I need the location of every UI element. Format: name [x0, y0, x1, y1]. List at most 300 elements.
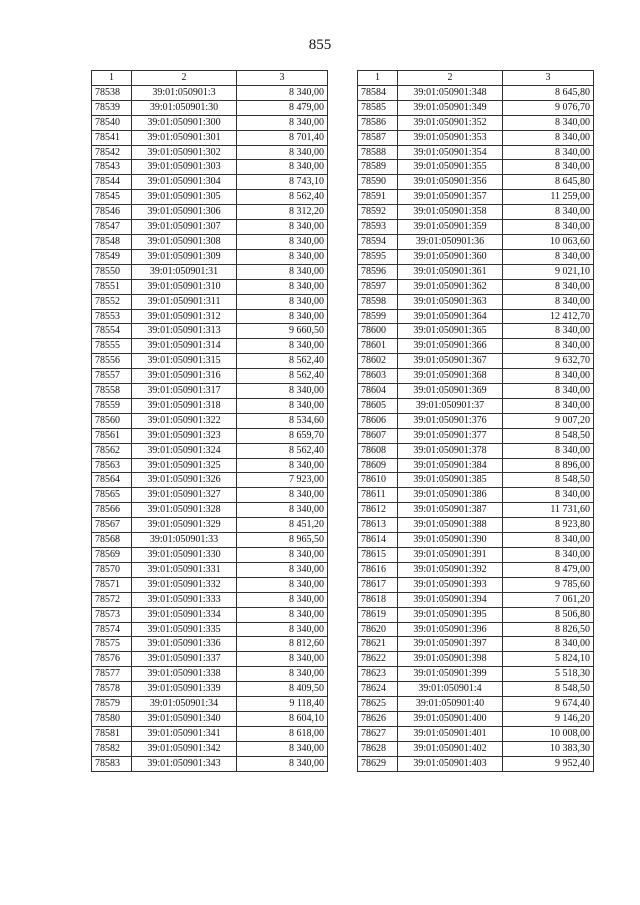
cadastral-number-cell: 39:01:050901:401	[398, 726, 503, 741]
right-table	[357, 70, 594, 772]
value-cell: 8 659,70	[237, 428, 328, 443]
table-row	[92, 100, 328, 115]
table-row	[358, 339, 594, 354]
cadastral-number-cell: 39:01:050901:3	[132, 85, 237, 100]
value-cell: 8 340,00	[237, 756, 328, 771]
table-row	[92, 220, 328, 235]
table-row	[358, 145, 594, 160]
row-number-cell: 78592	[358, 205, 398, 220]
table-row	[358, 503, 594, 518]
row-number-cell: 78616	[358, 562, 398, 577]
value-cell: 8 340,00	[503, 220, 594, 235]
table-row	[358, 324, 594, 339]
column-header: 2	[398, 71, 503, 86]
row-number-cell: 78595	[358, 249, 398, 264]
table-row	[358, 741, 594, 756]
value-cell: 5 824,10	[503, 652, 594, 667]
cadastral-number-cell: 39:01:050901:343	[132, 756, 237, 771]
row-number-cell: 78554	[92, 324, 132, 339]
value-cell: 8 340,00	[237, 160, 328, 175]
value-cell: 8 701,40	[237, 130, 328, 145]
cadastral-number-cell: 39:01:050901:376	[398, 413, 503, 428]
row-number-cell: 78545	[92, 190, 132, 205]
table-row	[92, 413, 328, 428]
table-row	[92, 697, 328, 712]
row-number-cell: 78552	[92, 294, 132, 309]
row-number-cell: 78547	[92, 220, 132, 235]
cadastral-number-cell: 39:01:050901:386	[398, 488, 503, 503]
table-row	[358, 473, 594, 488]
table-row	[92, 145, 328, 160]
cadastral-number-cell: 39:01:050901:394	[398, 592, 503, 607]
value-cell: 8 340,00	[503, 279, 594, 294]
row-number-cell: 78541	[92, 130, 132, 145]
cadastral-number-cell: 39:01:050901:349	[398, 100, 503, 115]
row-number-cell: 78612	[358, 503, 398, 518]
cadastral-number-cell: 39:01:050901:318	[132, 398, 237, 413]
row-number-cell: 78540	[92, 115, 132, 130]
row-number-cell: 78568	[92, 533, 132, 548]
value-cell: 8 340,00	[503, 548, 594, 563]
row-number-cell: 78626	[358, 711, 398, 726]
value-cell: 8 340,00	[237, 548, 328, 563]
header-row	[92, 71, 328, 86]
row-number-cell: 78565	[92, 488, 132, 503]
value-cell: 11 731,60	[503, 503, 594, 518]
value-cell: 8 340,00	[237, 398, 328, 413]
value-cell: 8 562,40	[237, 443, 328, 458]
row-number-cell: 78576	[92, 652, 132, 667]
table-row	[358, 592, 594, 607]
row-number-cell: 78597	[358, 279, 398, 294]
value-cell: 9 076,70	[503, 100, 594, 115]
value-cell: 9 118,40	[237, 697, 328, 712]
table-row	[92, 249, 328, 264]
value-cell: 8 340,00	[237, 279, 328, 294]
table-row	[358, 115, 594, 130]
value-cell: 8 645,80	[503, 175, 594, 190]
row-number-cell: 78601	[358, 339, 398, 354]
value-cell: 8 618,00	[237, 726, 328, 741]
value-cell: 8 409,50	[237, 682, 328, 697]
cadastral-number-cell: 39:01:050901:341	[132, 726, 237, 741]
row-number-cell: 78558	[92, 384, 132, 399]
value-cell: 8 340,00	[503, 637, 594, 652]
row-number-cell: 78620	[358, 622, 398, 637]
table-row	[358, 398, 594, 413]
cadastral-number-cell: 39:01:050901:369	[398, 384, 503, 399]
table-row	[358, 205, 594, 220]
value-cell: 8 340,00	[503, 384, 594, 399]
table-row	[358, 577, 594, 592]
cadastral-number-cell: 39:01:050901:348	[398, 85, 503, 100]
value-cell: 8 340,00	[503, 130, 594, 145]
table-row	[358, 413, 594, 428]
table-row	[358, 264, 594, 279]
cadastral-number-cell: 39:01:050901:311	[132, 294, 237, 309]
cadastral-number-cell: 39:01:050901:315	[132, 354, 237, 369]
cadastral-number-cell: 39:01:050901:329	[132, 518, 237, 533]
value-cell: 8 340,00	[237, 592, 328, 607]
row-number-cell: 78598	[358, 294, 398, 309]
cadastral-number-cell: 39:01:050901:334	[132, 607, 237, 622]
table-row	[92, 503, 328, 518]
row-number-cell: 78581	[92, 726, 132, 741]
cadastral-number-cell: 39:01:050901:399	[398, 667, 503, 682]
table-row	[92, 518, 328, 533]
value-cell: 8 340,00	[237, 577, 328, 592]
cadastral-number-cell: 39:01:050901:402	[398, 741, 503, 756]
table-row	[358, 294, 594, 309]
cadastral-number-cell: 39:01:050901:355	[398, 160, 503, 175]
row-number-cell: 78560	[92, 413, 132, 428]
cadastral-number-cell: 39:01:050901:4	[398, 682, 503, 697]
table-row	[92, 339, 328, 354]
cadastral-number-cell: 39:01:050901:324	[132, 443, 237, 458]
table-row	[92, 682, 328, 697]
row-number-cell: 78611	[358, 488, 398, 503]
table-row	[358, 443, 594, 458]
table-row	[358, 562, 594, 577]
cadastral-number-cell: 39:01:050901:363	[398, 294, 503, 309]
row-number-cell: 78573	[92, 607, 132, 622]
row-number-cell: 78582	[92, 741, 132, 756]
row-number-cell: 78619	[358, 607, 398, 622]
row-number-cell: 78572	[92, 592, 132, 607]
row-number-cell: 78570	[92, 562, 132, 577]
value-cell: 10 383,30	[503, 741, 594, 756]
value-cell: 8 340,00	[237, 503, 328, 518]
cadastral-number-cell: 39:01:050901:400	[398, 711, 503, 726]
row-number-cell: 78539	[92, 100, 132, 115]
cadastral-number-cell: 39:01:050901:385	[398, 473, 503, 488]
table-row	[92, 533, 328, 548]
table-row	[92, 488, 328, 503]
row-number-cell: 78555	[92, 339, 132, 354]
cadastral-number-cell: 39:01:050901:367	[398, 354, 503, 369]
table-row	[358, 100, 594, 115]
table-row	[358, 726, 594, 741]
cadastral-number-cell: 39:01:050901:366	[398, 339, 503, 354]
cadastral-number-cell: 39:01:050901:300	[132, 115, 237, 130]
column-header: 3	[503, 71, 594, 86]
table-row	[92, 428, 328, 443]
table-row	[92, 234, 328, 249]
table-row	[92, 264, 328, 279]
table-row	[358, 697, 594, 712]
cadastral-number-cell: 39:01:050901:302	[132, 145, 237, 160]
value-cell: 8 506,80	[503, 607, 594, 622]
value-cell: 8 340,00	[237, 115, 328, 130]
cadastral-number-cell: 39:01:050901:392	[398, 562, 503, 577]
cadastral-number-cell: 39:01:050901:40	[398, 697, 503, 712]
value-cell: 8 923,80	[503, 518, 594, 533]
value-cell: 8 826,50	[503, 622, 594, 637]
value-cell: 9 674,40	[503, 697, 594, 712]
value-cell: 8 340,00	[237, 622, 328, 637]
value-cell: 10 008,00	[503, 726, 594, 741]
value-cell: 8 340,00	[503, 398, 594, 413]
value-cell: 9 007,20	[503, 413, 594, 428]
row-number-cell: 78629	[358, 756, 398, 771]
table-row	[92, 160, 328, 175]
table-row	[92, 726, 328, 741]
cadastral-number-cell: 39:01:050901:352	[398, 115, 503, 130]
row-number-cell: 78596	[358, 264, 398, 279]
table-row	[358, 667, 594, 682]
cadastral-number-cell: 39:01:050901:338	[132, 667, 237, 682]
row-number-cell: 78625	[358, 697, 398, 712]
value-cell: 7 061,20	[503, 592, 594, 607]
table-row	[358, 622, 594, 637]
table-row	[92, 756, 328, 771]
value-cell: 8 645,80	[503, 85, 594, 100]
value-cell: 12 412,70	[503, 309, 594, 324]
row-number-cell: 78542	[92, 145, 132, 160]
value-cell: 10 063,60	[503, 234, 594, 249]
cadastral-number-cell: 39:01:050901:395	[398, 607, 503, 622]
cadastral-number-cell: 39:01:050901:312	[132, 309, 237, 324]
row-number-cell: 78628	[358, 741, 398, 756]
row-number-cell: 78590	[358, 175, 398, 190]
value-cell: 8 340,00	[503, 115, 594, 130]
cadastral-number-cell: 39:01:050901:317	[132, 384, 237, 399]
row-number-cell: 78546	[92, 205, 132, 220]
value-cell: 9 660,50	[237, 324, 328, 339]
table-row	[92, 384, 328, 399]
row-number-cell: 78614	[358, 533, 398, 548]
table-row	[358, 160, 594, 175]
row-number-cell: 78622	[358, 652, 398, 667]
cadastral-number-cell: 39:01:050901:361	[398, 264, 503, 279]
cadastral-number-cell: 39:01:050901:359	[398, 220, 503, 235]
row-number-cell: 78603	[358, 369, 398, 384]
row-number-cell: 78593	[358, 220, 398, 235]
row-number-cell: 78584	[358, 85, 398, 100]
cadastral-number-cell: 39:01:050901:398	[398, 652, 503, 667]
cadastral-number-cell: 39:01:050901:306	[132, 205, 237, 220]
row-number-cell: 78543	[92, 160, 132, 175]
value-cell: 8 743,10	[237, 175, 328, 190]
row-number-cell: 78607	[358, 428, 398, 443]
value-cell: 8 340,00	[237, 562, 328, 577]
table-row	[92, 294, 328, 309]
cadastral-number-cell: 39:01:050901:342	[132, 741, 237, 756]
row-number-cell: 78567	[92, 518, 132, 533]
value-cell: 8 548,50	[503, 428, 594, 443]
value-cell: 8 340,00	[503, 369, 594, 384]
value-cell: 8 340,00	[503, 443, 594, 458]
value-cell: 8 340,00	[237, 145, 328, 160]
cadastral-number-cell: 39:01:050901:390	[398, 533, 503, 548]
cadastral-number-cell: 39:01:050901:397	[398, 637, 503, 652]
cadastral-number-cell: 39:01:050901:353	[398, 130, 503, 145]
table-row	[92, 205, 328, 220]
value-cell: 8 562,40	[237, 190, 328, 205]
value-cell: 9 952,40	[503, 756, 594, 771]
table-row	[92, 458, 328, 473]
row-number-cell: 78623	[358, 667, 398, 682]
table-row	[358, 309, 594, 324]
table-row	[358, 711, 594, 726]
cadastral-number-cell: 39:01:050901:316	[132, 369, 237, 384]
row-number-cell: 78553	[92, 309, 132, 324]
value-cell: 9 146,20	[503, 711, 594, 726]
row-number-cell: 78538	[92, 85, 132, 100]
value-cell: 11 259,00	[503, 190, 594, 205]
table-row	[358, 220, 594, 235]
column-header: 1	[92, 71, 132, 86]
table-row	[92, 592, 328, 607]
cadastral-number-cell: 39:01:050901:378	[398, 443, 503, 458]
value-cell: 8 340,00	[237, 667, 328, 682]
value-cell: 8 896,00	[503, 458, 594, 473]
table-row	[92, 667, 328, 682]
cadastral-number-cell: 39:01:050901:33	[132, 533, 237, 548]
value-cell: 8 340,00	[503, 294, 594, 309]
value-cell: 8 340,00	[237, 294, 328, 309]
page-number: 855	[308, 37, 332, 53]
row-number-cell: 78594	[358, 234, 398, 249]
table-row	[358, 518, 594, 533]
row-number-cell: 78557	[92, 369, 132, 384]
cadastral-number-cell: 39:01:050901:310	[132, 279, 237, 294]
header-row	[358, 71, 594, 86]
row-number-cell: 78571	[92, 577, 132, 592]
table-row	[358, 458, 594, 473]
row-number-cell: 78627	[358, 726, 398, 741]
value-cell: 7 923,00	[237, 473, 328, 488]
value-cell: 8 340,00	[237, 339, 328, 354]
left-table	[91, 70, 328, 772]
cadastral-number-cell: 39:01:050901:322	[132, 413, 237, 428]
table-row	[358, 428, 594, 443]
value-cell: 8 965,50	[237, 533, 328, 548]
row-number-cell: 78548	[92, 234, 132, 249]
cadastral-number-cell: 39:01:050901:325	[132, 458, 237, 473]
table-row	[92, 309, 328, 324]
row-number-cell: 78549	[92, 249, 132, 264]
value-cell: 8 340,00	[237, 85, 328, 100]
cadastral-number-cell: 39:01:050901:303	[132, 160, 237, 175]
cadastral-number-cell: 39:01:050901:333	[132, 592, 237, 607]
row-number-cell: 78566	[92, 503, 132, 518]
row-number-cell: 78551	[92, 279, 132, 294]
value-cell: 8 340,00	[237, 384, 328, 399]
cadastral-number-cell: 39:01:050901:331	[132, 562, 237, 577]
cadastral-number-cell: 39:01:050901:357	[398, 190, 503, 205]
cadastral-number-cell: 39:01:050901:301	[132, 130, 237, 145]
row-number-cell: 78610	[358, 473, 398, 488]
value-cell: 8 340,00	[503, 160, 594, 175]
cadastral-number-cell: 39:01:050901:304	[132, 175, 237, 190]
row-number-cell: 78617	[358, 577, 398, 592]
table-row	[92, 741, 328, 756]
cadastral-number-cell: 39:01:050901:393	[398, 577, 503, 592]
value-cell: 8 340,00	[503, 324, 594, 339]
row-number-cell: 78589	[358, 160, 398, 175]
row-number-cell: 78550	[92, 264, 132, 279]
table-row	[92, 115, 328, 130]
cadastral-number-cell: 39:01:050901:34	[132, 697, 237, 712]
table-row	[358, 130, 594, 145]
table-row	[92, 652, 328, 667]
row-number-cell: 78588	[358, 145, 398, 160]
cadastral-number-cell: 39:01:050901:309	[132, 249, 237, 264]
cadastral-number-cell: 39:01:050901:307	[132, 220, 237, 235]
row-number-cell: 78624	[358, 682, 398, 697]
value-cell: 8 340,00	[237, 458, 328, 473]
cadastral-number-cell: 39:01:050901:37	[398, 398, 503, 413]
row-number-cell: 78577	[92, 667, 132, 682]
table-row	[358, 682, 594, 697]
column-header: 2	[132, 71, 237, 86]
table-row	[358, 249, 594, 264]
row-number-cell: 78580	[92, 711, 132, 726]
cadastral-number-cell: 39:01:050901:391	[398, 548, 503, 563]
value-cell: 8 340,00	[237, 607, 328, 622]
row-number-cell: 78578	[92, 682, 132, 697]
cadastral-number-cell: 39:01:050901:330	[132, 548, 237, 563]
row-number-cell: 78608	[358, 443, 398, 458]
column-header: 3	[237, 71, 328, 86]
cadastral-number-cell: 39:01:050901:313	[132, 324, 237, 339]
value-cell: 8 479,00	[503, 562, 594, 577]
row-number-cell: 78599	[358, 309, 398, 324]
value-cell: 9 785,60	[503, 577, 594, 592]
table-row	[92, 190, 328, 205]
value-cell: 5 518,30	[503, 667, 594, 682]
row-number-cell: 78562	[92, 443, 132, 458]
cadastral-number-cell: 39:01:050901:403	[398, 756, 503, 771]
cadastral-number-cell: 39:01:050901:36	[398, 234, 503, 249]
row-number-cell: 78609	[358, 458, 398, 473]
row-number-cell: 78579	[92, 697, 132, 712]
table-row	[358, 175, 594, 190]
row-number-cell: 78604	[358, 384, 398, 399]
value-cell: 8 312,20	[237, 205, 328, 220]
value-cell: 8 548,50	[503, 473, 594, 488]
row-number-cell: 78583	[92, 756, 132, 771]
value-cell: 8 340,00	[503, 488, 594, 503]
table-row	[358, 607, 594, 622]
row-number-cell: 78606	[358, 413, 398, 428]
table-row	[358, 354, 594, 369]
table-row	[358, 234, 594, 249]
row-number-cell: 78621	[358, 637, 398, 652]
table-row	[92, 607, 328, 622]
value-cell: 8 534,60	[237, 413, 328, 428]
cadastral-number-cell: 39:01:050901:364	[398, 309, 503, 324]
value-cell: 8 562,40	[237, 369, 328, 384]
cadastral-number-cell: 39:01:050901:323	[132, 428, 237, 443]
table-row	[358, 533, 594, 548]
cadastral-number-cell: 39:01:050901:339	[132, 682, 237, 697]
row-number-cell: 78586	[358, 115, 398, 130]
value-cell: 8 340,00	[237, 741, 328, 756]
cadastral-number-cell: 39:01:050901:356	[398, 175, 503, 190]
value-cell: 8 340,00	[237, 249, 328, 264]
cadastral-number-cell: 39:01:050901:314	[132, 339, 237, 354]
value-cell: 8 604,10	[237, 711, 328, 726]
value-cell: 8 340,00	[503, 145, 594, 160]
cadastral-number-cell: 39:01:050901:396	[398, 622, 503, 637]
value-cell: 8 340,00	[503, 533, 594, 548]
table-row	[358, 652, 594, 667]
table-row	[92, 130, 328, 145]
row-number-cell: 78618	[358, 592, 398, 607]
cadastral-number-cell: 39:01:050901:365	[398, 324, 503, 339]
